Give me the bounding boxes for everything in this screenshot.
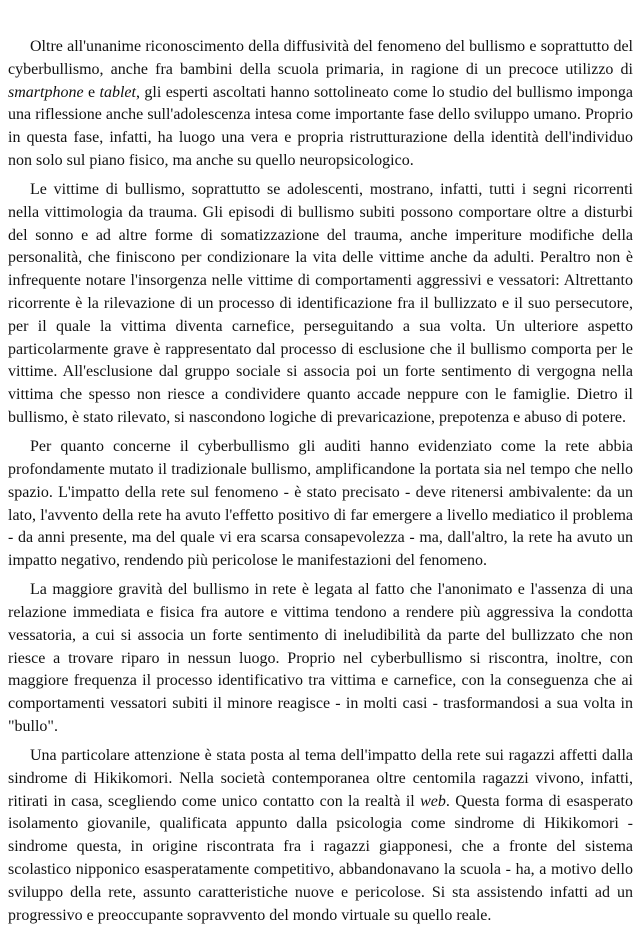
text-run: e	[83, 83, 100, 101]
italic-term: smartphone	[8, 83, 84, 101]
paragraph	[8, 579, 633, 739]
paragraph	[8, 745, 633, 927]
text-run: , gli esperti ascoltati hanno sottolineato come lo studio del bullismo imponga una riflessione anche sull'adolescenza intesa come importante fase dello sviluppo umano. Proprio in questa fase, infatti, ha luogo una vera e propria ristrutturazione della identità dell'individuo non solo sul piano fisico, ma anche su quello neuropsicologico.	[8, 83, 633, 169]
text-run: Le vittime di bullismo, soprattutto se adolescenti, mostrano, infatti, tutti i segni ricorrenti nella vittimologia da trauma. Gli episodi di bullismo subiti possono comportare oltre a disturbi del sonno e ad altre forme di somatizzazione del trauma, anche imperiture modifiche della personalità, che finiscono per condizionare la vita delle vittime anche da adulti. Peraltro non è infrequente notare l'insorgenza nelle vittime di comportamenti aggressivi e vessatori: Altrettanto ricorrente è la rilevazione di un processo di identificazione fra il bullizzato e il suo persecutore, per il quale la vittima diventa carnefice, perseguitando a sua volta. Un ulteriore aspetto particolarmente grave è rappresentato dal processo di esclusione che il bullismo comporta per le vittime. All'esclusione dal gruppo sociale si associa poi un forte sentimento di vergogna nella vittima che spesso non riesce a condividere quanto accade neppure con le famiglie. Dietro il bullismo, è stato rilevato, si nascondono logiche di prevaricazione, prepotenza e abuso di potere.	[8, 181, 633, 427]
text-run: . Questa forma di esasperato isolamento giovanile, qualificata appunto dalla psicologia come sindrome di Hikikomori - sindrome questa, in origine riscontrata fra i ragazzi giapponesi, che a fronte del sistema scolastico nipponico esasperatamente competitivo, abbandonavano la scuola - ha, a motivo dello sviluppo della rete, assunto caratteristiche nuove e pericolose. Si sta assistendo infatti ad un progressivo e preoccupante sopravvento del mondo virtuale su quello reale.	[8, 792, 633, 924]
text-run: Per quanto concerne il cyberbullismo gli auditi hanno evidenziato come la rete abbia profondamente mutato il tradizionale bullismo, amplificandone la portata sia nel tempo che nello spazio. L'impatto della rete sul fenomeno - è stato precisato - deve ritenersi ambivalente: da un lato, l'avvento della rete ha avuto l'effetto positivo di far emergere a livello mediatico il problema - da anni presente, ma del quale vi era scarsa consapevolezza - ma, dall'altro, la rete ha avuto un impatto negativo, rendendo più pericolose le manifestazioni del fenomeno.	[8, 438, 633, 570]
paragraph	[8, 179, 633, 430]
text-run: Una particolare attenzione è stata posta al tema dell'impatto della rete sui ragazzi affetti dalla sindrome di Hikikomori. Nella società contemporanea oltre centomila ragazzi vivono, infatti, ritirati in casa, scegliendo come unico contatto con la realtà il	[8, 747, 633, 810]
paragraph	[8, 436, 633, 573]
text-run: Oltre all'unanime riconoscimento della diffusività del fenomeno del bullismo e soprattutto del cyberbullismo, anche fra bambini della scuola primaria, in ragione di un precoce utilizzo di	[8, 38, 633, 78]
italic-term: tablet	[99, 83, 136, 101]
italic-term: web	[420, 792, 446, 810]
paragraph	[8, 36, 633, 173]
text-run: La maggiore gravità del bullismo in rete è legata al fatto che l'anonimato e l'assenza di una relazione immediata e fisica fra autore e vittima tendono a rendere più aggressiva la condotta vessatoria, a cui si associa un forte sentimento di ineludibilità da parte del bullizzato che non riesce a trovare riparo in nessun luogo. Proprio nel cyberbullismo si riscontra, inoltre, con maggiore frequenza il processo identificativo tra vittima e carnefice, con la conseguenza che ai comportamenti vessatori subiti il minore reagisce - in molti casi - trasformandosi a sua volta in "bullo".	[8, 581, 633, 735]
